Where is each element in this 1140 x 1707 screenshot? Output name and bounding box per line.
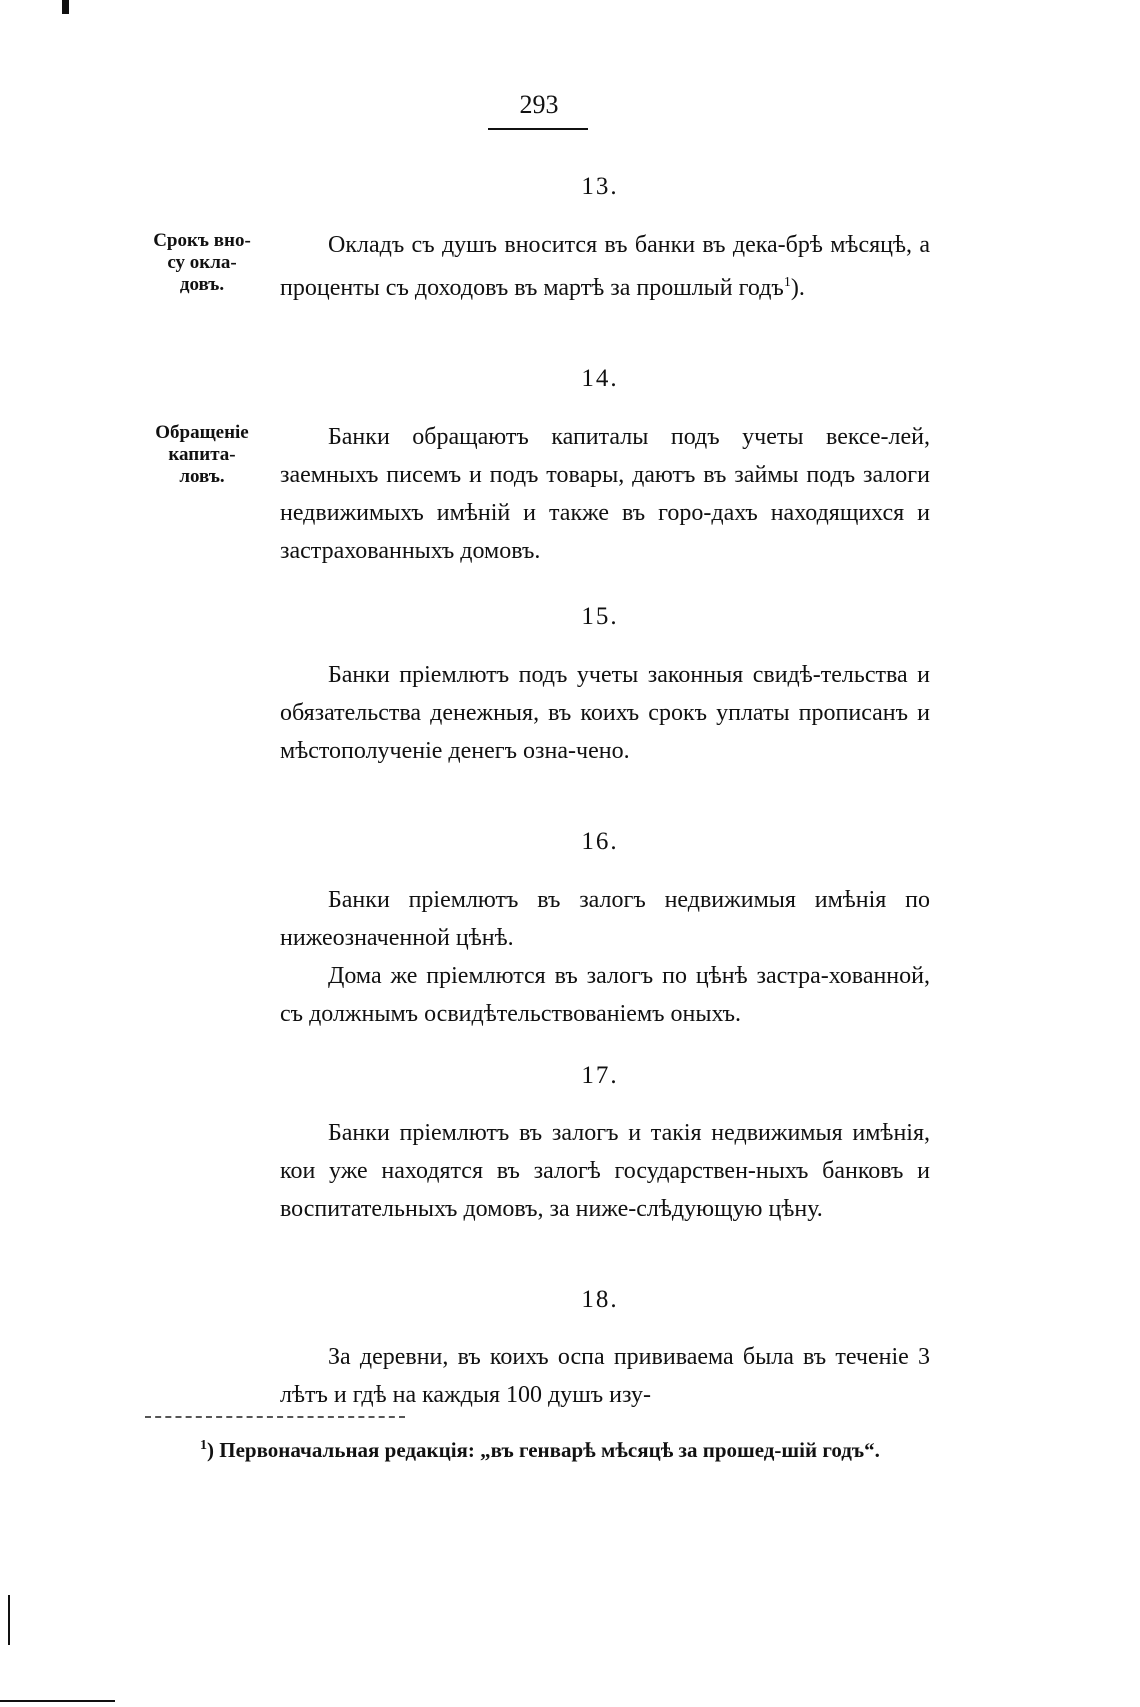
section-13-text: Окладъ съ душъ вносится въ банки въ дека-брѣ мѣсяцѣ, а проценты съ доходовъ въ мартѣ за прошлый годъ [280,232,930,301]
footnote-separator [145,1416,405,1418]
margin-note-capital-circulation: Обращеніе капита- ловъ. [155,422,249,487]
scan-edge-mark-bottom [0,1700,115,1702]
page-number-rule [488,128,588,130]
section-18-number: 18. [581,1286,619,1313]
footnote-marker: 1 [200,1438,207,1453]
section-16-number: 16. [581,828,619,855]
section-15-paragraph: Банки пріемлютъ подъ учеты законныя свидѣ-тельства и обязательства денежныя, въ коихъ срокъ уплаты прописанъ и мѣстополученіе денегъ озна-чено. [280,662,930,764]
scan-edge-mark-top [62,0,69,14]
section-13-number: 13. [581,173,619,200]
section-13-paragraph [280,226,930,307]
section-15-number: 15. [581,603,619,630]
section-13-tail: ). [790,275,805,301]
page-number: 293 [519,90,559,119]
margin-note-deposit-term: Срокъ вно- су окла- довъ. [153,230,251,295]
section-17-paragraph: Банки пріемлютъ въ залогъ и такія недвижимыя имѣнія, кои уже находятся въ залогѣ государствен-ныхъ банковъ и воспитательныхъ домовъ, за ниже-слѣдующую цѣну. [280,1120,930,1222]
section-18-paragraph: За деревни, въ коихъ оспа прививаема была въ теченіе 3 лѣтъ и гдѣ на каждыя 100 душъ изу- [280,1344,930,1408]
section-16-paragraph-1: Банки пріемлютъ въ залогъ недвижимыя имѣнія по нижеозначенной цѣнѣ. [280,887,930,951]
scan-edge-mark-left [8,1595,10,1645]
section-16-paragraph-2: Дома же пріемлются въ залогъ по цѣнѣ застра-хованной, съ должнымъ освидѣтельствованіемъ оныхъ. [280,963,930,1027]
footnote-reference: 1 [783,275,791,290]
section-14-number: 14. [581,365,619,392]
footnote-text: ) Первоначальная редакція: „въ генварѣ мѣсяцѣ за прошед-шій годъ“. [207,1438,880,1462]
section-14-paragraph: Банки обращаютъ капиталы подъ учеты вексе-лей, заемныхъ писемъ и подъ товары, даютъ въ займы подъ залоги недвижимыхъ имѣній и также въ горо-дахъ находящихся и застрахованныхъ домовъ. [280,424,930,564]
footnote [200,1428,930,1468]
section-17-number: 17. [581,1062,619,1089]
